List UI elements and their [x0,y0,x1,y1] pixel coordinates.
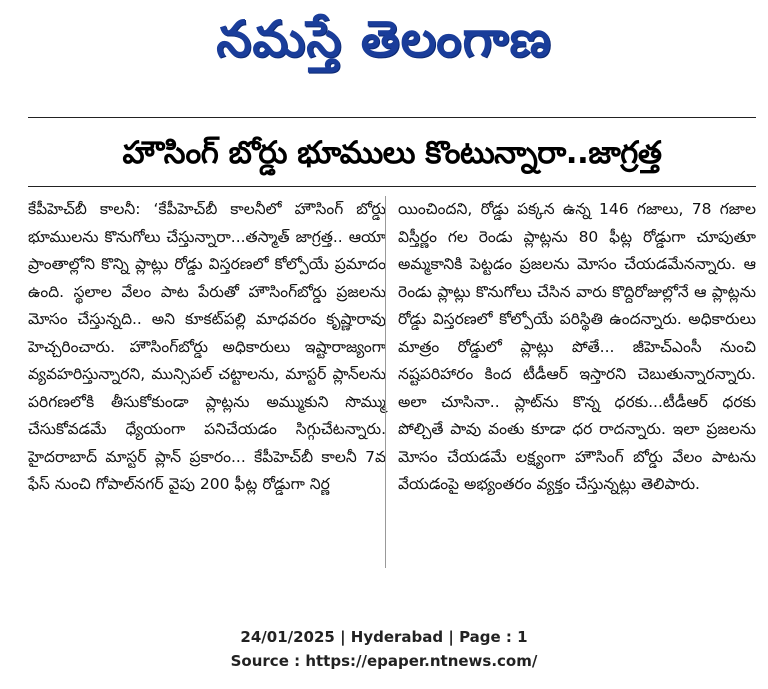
article-column-right: యించిందని, రోడ్డు పక్కన ఉన్న 146 గజాలు, 78 గజాల విస్తీర్ణం గల రెండు ప్లాట్లను 80 ఫీట్ల రోడ్డుగా చూపుతూ అమ్మకానికి పెట్టడం ప్రజలను మోసం చేయడమేనన్నారు. ఆ రెండు ప్లాట్లు కొనుగోలు చేసిన వారు కొద్దిరోజుల్లోనే ఆ ప్లాట్లను రోడ్డు విస్తరణలో కోల్పోయే పరిస్థితి ఉందన్నారు. అధికారులు మాత్రం రోడ్డులో ప్లాట్లు పోతే... జీహెచ్‌ఎంసీ నుంచి నష్టపరిహారం కింద టీడీఆర్ ఇస్తారని చెబుతున్నారన్నారు. అలా చూసినా.. ప్లాట్‌ను కొన్న ధరకు...టీడీఆర్ ధరకు పోల్చితే పావు వంతు కూడా ధర రాదన్నారు. ఇలా ప్రజలను మోసం చేయడమే లక్ష్యంగా హౌసింగ్ బోర్డు వేలం పాటను వేయడంపై అభ్యంతరం వ్యక్తం చేస్తున్నట్లు తెలిపారు. [398,200,756,493]
article-headline: హౌసింగ్ బోర్డు భూములు కొంటున్నారా..జాగ్రత్త [122,135,662,171]
column-divider [385,196,386,568]
headline-top-rule [28,117,756,118]
article-column-left: కేపీహెచ్‌బీ కాలనీ: ‘కేపీహెచ్‌బీ కాలనీలో హౌసింగ్ బోర్డు భూములను కొనుగోలు చేస్తున్నారా...తస్మాత్ జాగ్రత్త.. ఆయా ప్రాంతాల్లోని కొన్ని ప్లాట్లు రోడ్డు విస్తరణలో కోల్పోయే ప్రమాదం ఉంది. స్థలాల వేలం పాట పేరుతో హౌసింగ్‌బోర్డు ప్రజలను మోసం చేస్తున్నది.. అని కూకట్‌పల్లి మాధవరం కృష్ణారావు హెచ్చరించారు. హౌసింగ్‌బోర్డు అధికారులు ఇష్టారాజ్యంగా వ్యవహరిస్తున్నారని, మున్సిపల్ చట్టాలను, మాస్టర్ ప్లాన్‌లను పరిగణలోకి తీసుకోకుండా ప్లాట్లను అమ్ముకుని సొమ్ము చేసుకోవడమే ధ్యేయంగా పనిచేయడం సిగ్గుచేటన్నారు. హైదరాబాద్ మాస్టర్ ప్లాన్ ప్రకారం... కేపీహెచ్‌బీ కాలనీ 7వ ఫేస్ నుంచి గోపాల్‌నగర్ వైపు 200 ఫీట్ల రోడ్డుగా నిర్ణ [28,200,386,493]
source-footer: Source : https://epaper.ntnews.com/ [230,652,538,670]
newspaper-masthead: నమస్తే తెలంగాణ [216,10,552,68]
headline-bottom-rule [28,186,756,187]
dateline-footer: 24/01/2025 | Hyderabad | Page : 1 [240,628,528,646]
